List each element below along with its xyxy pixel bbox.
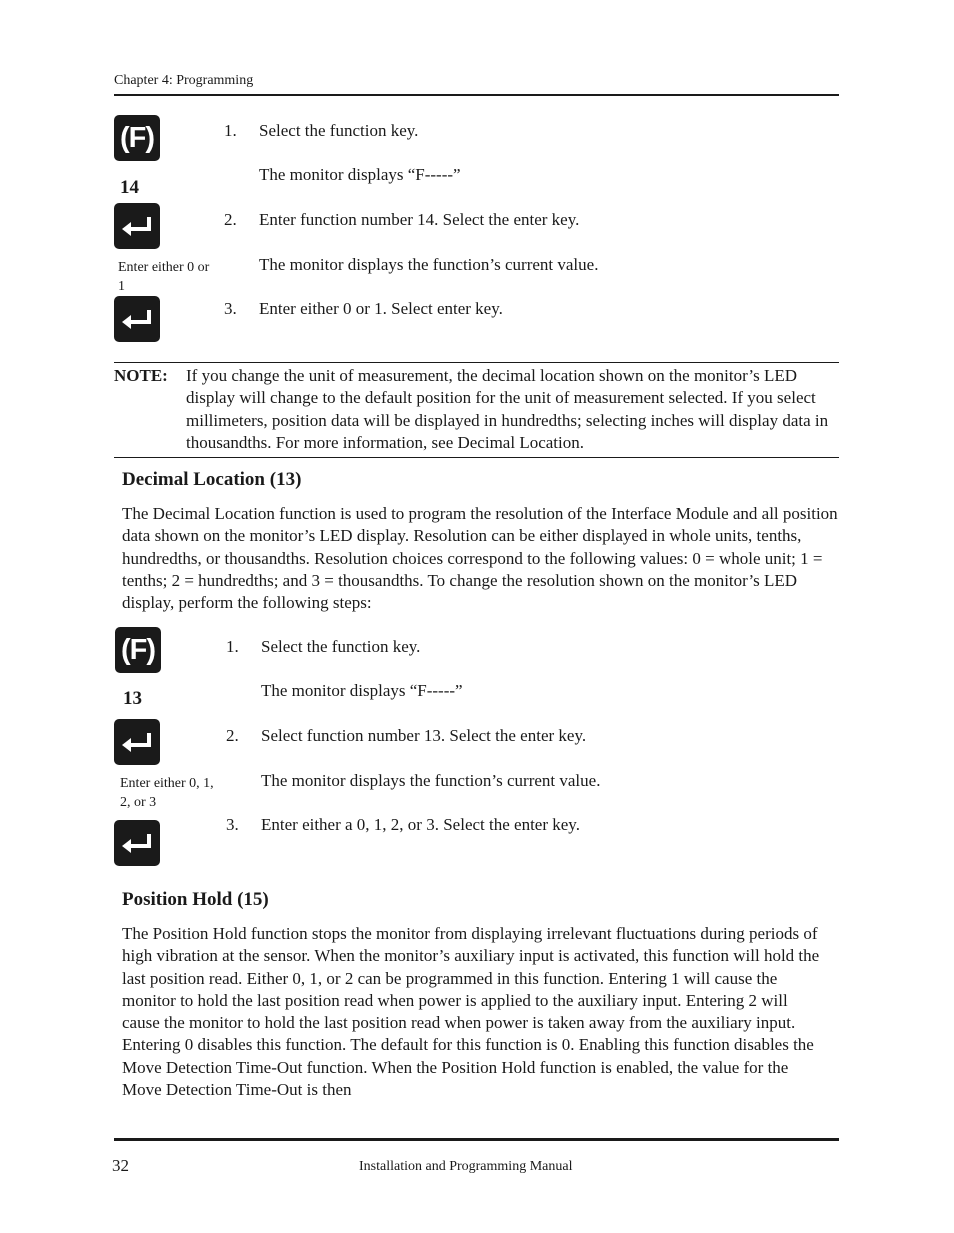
- header-rule: [114, 94, 839, 96]
- note-text: If you change the unit of measurement, the decimal location shown on the monitor’s LED display will change to the default position for the unit of measurement selected. If you select millimeters, position data will be displayed in hundredths; selecting inches will display data in thousandths. For more information, see Decimal Location.: [186, 366, 829, 452]
- footer-title: Installation and Programming Manual: [359, 1159, 573, 1174]
- section-paragraph: The Decimal Location function is used to program the resolution of the Interface Module and all position data shown on the monitor’s LED display. Resolution can be either displayed in whole units, tenths, hundredths, or thousandths. Resolution choices correspond to the following values: 0 = whole unit; 1 = tenths; 2 = hundredths; and 3 = thousandths. To change the resolution shown on the monitor’s LED display, perform the following steps:: [122, 504, 838, 613]
- function-number-label: 14: [120, 177, 139, 198]
- running-header: Chapter 4: Programming: [114, 73, 254, 88]
- enter-key-icon: [114, 296, 160, 342]
- section-paragraph: The Position Hold function stops the monitor from displaying irrelevant fluctuations during periods of high vibration at the sensor. When the monitor’s auxiliary input is activated, this function will hold the last position read. Either 0, 1, or 2 can be programmed in this function. Entering 1 will cause the monitor to hold the last position read when power is applied to the auxiliary input. Entering 2 will cause the monitor to hold the last position read when power is taken away from the auxiliary input. Entering 0 disables this function. The default for this function is 0. Enabling this function disables the Move Detection Time-Out function. When the Position Hold function is enabled, the value for the Move Detection Time-Out is then: [122, 924, 820, 1100]
- page-number: 32: [112, 1156, 129, 1175]
- note-bottom-rule: [114, 457, 839, 458]
- input-hint-label: Enter either 0 or 1: [118, 260, 210, 294]
- function-key-icon: (F): [114, 115, 160, 161]
- note-top-rule: [114, 362, 839, 363]
- function-number-label: 13: [123, 688, 142, 709]
- note-label: NOTE:: [114, 366, 168, 385]
- function-key-icon: (F): [115, 627, 161, 673]
- input-hint-label: Enter either 0, 1, 2, or 3: [120, 776, 214, 810]
- section-heading: Position Hold (15): [122, 889, 269, 910]
- enter-key-icon: [114, 203, 160, 249]
- footer-rule: [114, 1138, 839, 1141]
- section-heading: Decimal Location (13): [122, 469, 302, 490]
- enter-key-icon: [114, 719, 160, 765]
- enter-key-icon: [114, 820, 160, 866]
